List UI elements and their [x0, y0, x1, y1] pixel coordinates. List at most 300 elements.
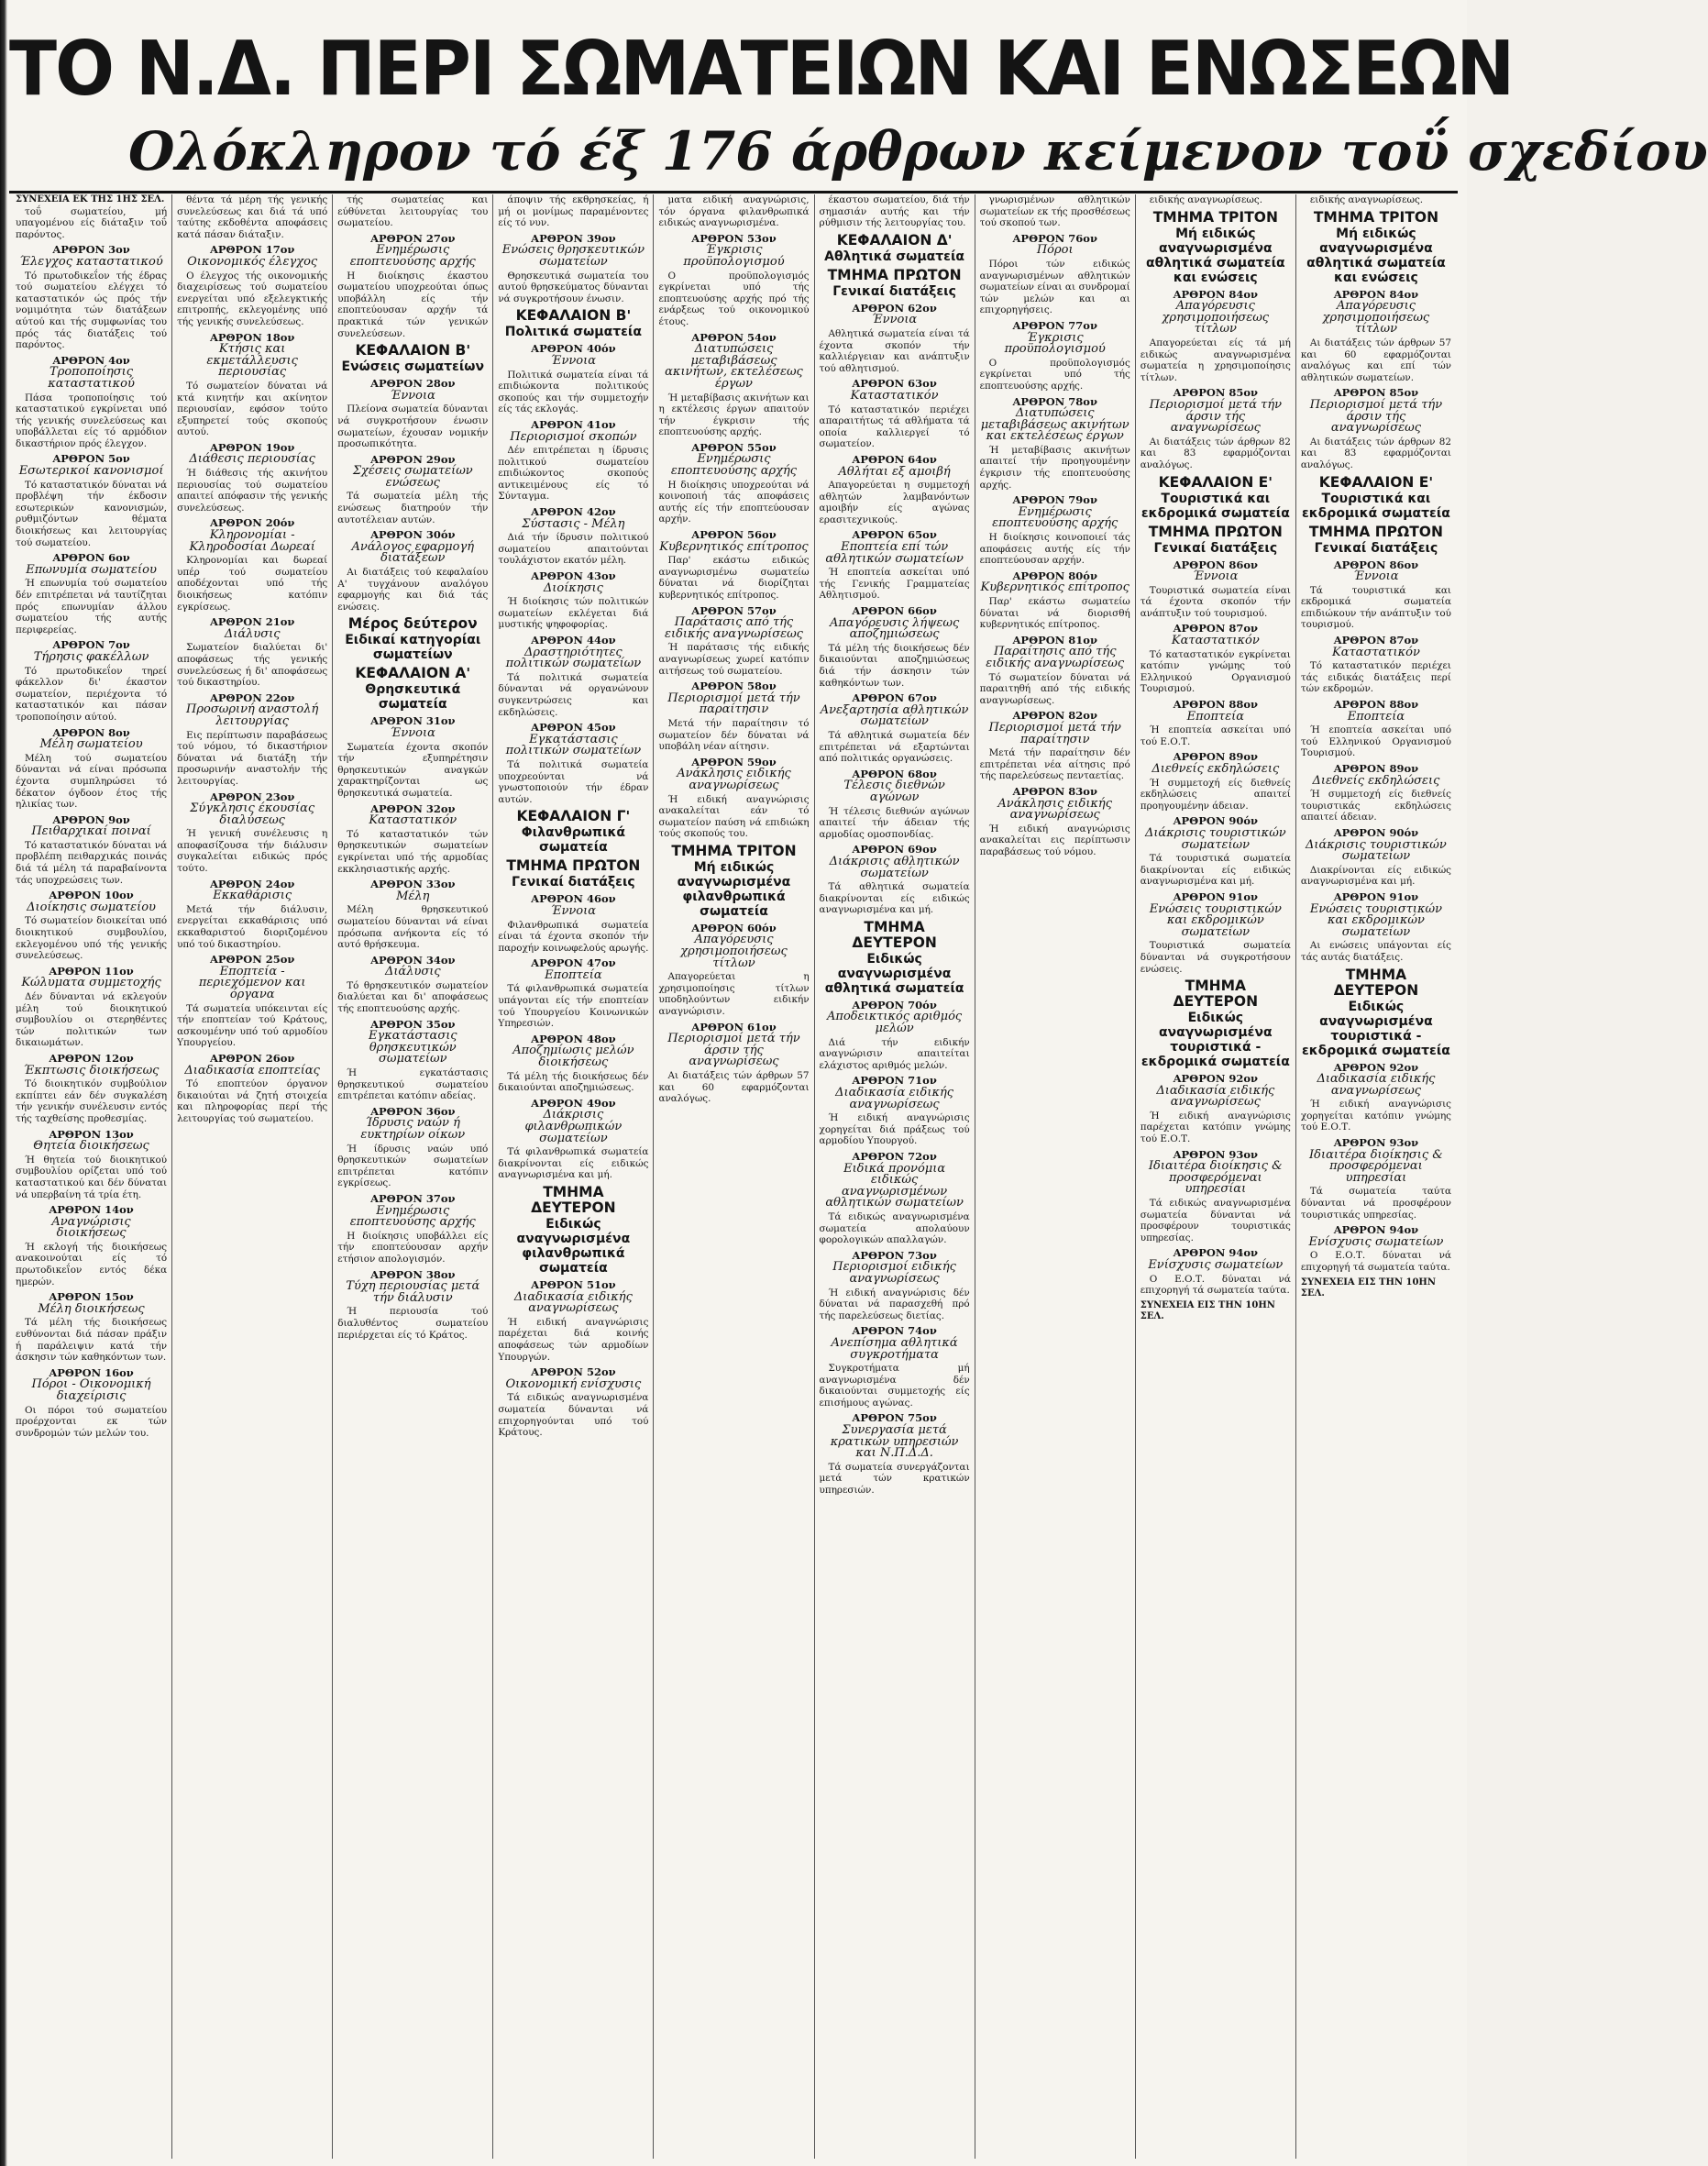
text-column — [814, 194, 975, 2159]
article-title: Περιορισμοί μετά τήν άρσιν τής αναγνωρίσεως — [1149, 397, 1283, 436]
article-title: Εποπτεία — [1347, 709, 1405, 724]
page-edge-shadow — [0, 0, 7, 2166]
article-number: ΑΡΘΡΟΝ 92ον — [1333, 1060, 1419, 1074]
article-block — [980, 635, 1130, 707]
article-body: Ο Ε.Ο.Τ. δύναται νά επιχορηγή τά σωματεία ταύτα. — [1140, 1273, 1291, 1297]
article-body: Αι διατάξεις τών άρθρων 82 και 83 εφαρμόζονται αναλόγως. — [1140, 436, 1291, 470]
article-block — [1141, 751, 1291, 812]
article-number: ΑΡΘΡΟΝ 12ον — [49, 1051, 134, 1065]
article-block — [16, 1204, 167, 1287]
article-body: Τά πολιτικά σωματεία δύνανται νά οργανώνουν συγκεντρώσεις και εκδηλώσεις. — [498, 671, 649, 718]
article-block — [1301, 1277, 1451, 1300]
article-number: ΑΡΘΡΟΝ 36ον — [370, 1104, 456, 1118]
article-number: ΑΡΘΡΟΝ 71ον — [852, 1074, 937, 1088]
article-body: Τουριστικά σωματεία είναι τά έχοντα σκοπόν τήν ανάπτυξιν τού τουρισμού. — [1140, 584, 1291, 619]
article-number: ΑΡΘΡΟΝ 58ον — [691, 680, 777, 693]
article-body: Κληρονομίαι και δωρεαί υπέρ τού σωματείου αποδέχονται υπό τής διοικήσεως κατόπιν εγκρίσεως. — [177, 555, 328, 613]
section-subheading: Τουριστικά και εκδρομικά σωματεία — [1301, 491, 1450, 521]
article-title: Αποδεικτικός αριθμός μελών — [827, 1010, 963, 1036]
article-block — [498, 343, 648, 415]
article-block — [980, 320, 1130, 392]
section-heading: ΤΜΗΜΑ ΤΡΙΤΟΝ — [1152, 208, 1278, 226]
article-title: Κυβερνητικός επίτροπος — [659, 539, 809, 554]
article-title: Διαδικασία εποπτείας — [184, 1063, 320, 1077]
article-number: ΑΡΘΡΟΝ 88ον — [1173, 698, 1259, 712]
article-block — [16, 814, 167, 887]
article-title: Περιορισμοί μετά τήν άρσιν τής αναγνωρίσεως — [667, 1032, 800, 1069]
article-block — [1301, 289, 1451, 384]
article-block — [980, 570, 1130, 631]
article-title: Ενώσεις θρησκευτικών σωματείων — [501, 243, 645, 269]
article-title: Ενημέρωσις εποπτευούσης αρχής — [670, 452, 798, 479]
article-number: ΑΡΘΡΟΝ 76ον — [1012, 231, 1097, 245]
article-title: Διαδικασία ειδικής αναγνωρίσεως — [1156, 1083, 1275, 1110]
article-body: Ή γενική συνέλευσις η αποφασίζουσα τήν διάλυσιν συγκαλείται ειδικώς πρός τούτο. — [177, 828, 328, 875]
article-title: Καταστατικόν — [850, 388, 939, 403]
article-body: Τό καταστατικόν δύναται νά προβλέψη τήν έκδοσιν εσωτερικών κανονισμών, ρυθμιζόντων θέματα διοικήσεως και λειτουργίας τού σωματείου. — [16, 479, 168, 548]
article-title: Αναγνώρισις διοικήσεως — [51, 1214, 131, 1241]
article-body: Τά σωματεία συνεργάζονται μετά τών κρατικών υπηρεσιών. — [819, 1461, 970, 1497]
article-number: ΑΡΘΡΟΝ 93ον — [1173, 1147, 1259, 1161]
article-body: Εις περίπτωσιν παραβάσεως τού νόμου, τό δικαστήριον δύναται νά διατάξη τήν προσωρινήν αναστολήν τής λειτουργίας. — [177, 729, 328, 787]
article-body: Τά πολιτικά σωματεία υποχρεούνται νά γνωστοποιούν τήν έδραν αυτών. — [498, 758, 649, 805]
article-block — [658, 605, 809, 678]
article-block — [658, 194, 809, 229]
article-title: Καταστατικόν — [1171, 634, 1260, 648]
article-number: ΑΡΘΡΟΝ 27ον — [370, 231, 456, 245]
article-block — [498, 858, 648, 890]
article-block — [177, 194, 327, 240]
article-body: Παρ' εκάστω σωματείω δύναται νά διορισθή κυβερνητικός επίτροπος. — [979, 596, 1130, 631]
section-heading: ΚΕΦΑΛΑΙΟΝ Β' — [355, 342, 471, 359]
article-block — [980, 233, 1130, 316]
article-title: Τροποποίησις καταστατικού — [48, 365, 135, 391]
article-title: Διοίκησις — [543, 580, 603, 595]
article-body: Συγκροτήματα μή αναγνωρισμένα δέν δικαιούνται συμμετοχής είς επισήμους αγώνας. — [819, 1363, 970, 1409]
article-number: ΑΡΘΡΟΝ 43ον — [531, 569, 616, 583]
article-body: Σωματεία έχοντα σκοπόν τήν εξυπηρέτησιν θρησκευτικών αναγκών χαρακτηρίζονται ως θρησκευτικά σωματεία. — [337, 741, 489, 799]
article-title: Κτήσις και εκμετάλλευσις περιουσίας — [206, 342, 298, 380]
article-block — [1301, 559, 1451, 632]
article-number: ΑΡΘΡΟΝ 13ον — [49, 1127, 134, 1141]
article-title: Απαγόρευσις λήψεως αποζημιώσεως — [829, 615, 960, 642]
article-block — [16, 355, 167, 450]
article-block — [337, 343, 488, 374]
article-number: ΑΡΘΡΟΝ 85ον — [1333, 386, 1419, 400]
article-block — [16, 552, 167, 635]
article-number: ΑΡΘΡΟΝ 68ον — [852, 767, 937, 780]
article-body: Ή συμμετοχή είς διεθνείς τουριστικάς εκδηλώσεις απαιτεί άδειαν. — [1300, 789, 1451, 823]
article-number: ΑΡΘΡΟΝ 78ον — [1012, 394, 1097, 408]
article-number: ΑΡΘΡΟΝ 73ον — [852, 1248, 937, 1262]
article-block — [337, 715, 488, 799]
article-number: ΑΡΘΡΟΝ 23ον — [209, 790, 295, 803]
article-body: Σωματείον διαλύεται δι' αποφάσεως τής γενικής συνελεύσεως ή δι' αποφάσεως τού δικαστηρίου. — [177, 642, 328, 689]
article-block — [16, 639, 167, 723]
article-number: ΑΡΘΡΟΝ 16ον — [49, 1365, 134, 1379]
continuation-note: ΣΥΝΕΧΕΙΑ ΕΙΣ ΤΗΝ 10ΗΝ ΣΕΛ. — [1300, 1276, 1437, 1299]
article-block — [820, 1250, 970, 1322]
article-number: ΑΡΘΡΟΝ 20όν — [209, 516, 295, 530]
article-body: Αι διατάξεις τών άρθρων 57 και 60 εφαρμόζονται αναλόγως. — [658, 1070, 810, 1105]
article-body: τοΰ σωματείου, μή υπαγομένου είς διάταξιν τοΰ παρόντος. — [16, 205, 168, 240]
section-heading: ΤΜΗΜΑ ΔΕΥΤΕΡΟΝ — [852, 918, 937, 951]
article-block — [16, 727, 167, 811]
article-number: ΑΡΘΡΟΝ 32ον — [370, 801, 456, 815]
article-block — [337, 803, 488, 876]
article-number: ΑΡΘΡΟΝ 86ον — [1333, 558, 1419, 571]
article-title: Περιορισμοί ειδικής αναγνωρίσεως — [832, 1260, 956, 1286]
section-subheading: Τουριστικά και εκδρομικά σωματεία — [1141, 491, 1290, 521]
article-block — [337, 1019, 488, 1102]
section-heading: ΚΕΦΑΛΑΙΟΝ Γ' — [516, 808, 631, 825]
article-number: ΑΡΘΡΟΝ 30όν — [370, 528, 456, 542]
article-block — [1141, 815, 1291, 888]
article-block — [1141, 210, 1291, 285]
article-block — [658, 233, 809, 328]
article-block — [820, 378, 970, 450]
article-title: Διάθεσις περιουσίας — [189, 452, 315, 467]
article-body: Τό θρησκευτικόν σωματείον διαλύεται και δι' αποφάσεως τής εποπτευούσης αρχής. — [337, 979, 489, 1015]
continuation-note: ΣΥΝΕΧΕΙΑ ΕΚ ΤΗΣ 1ΗΣ ΣΕΛ. — [16, 194, 165, 204]
article-number: ΑΡΘΡΟΝ 80όν — [1012, 569, 1097, 582]
section-subheading: Θρησκευτικά σωματεία — [365, 682, 461, 713]
article-title: Διοίκησις σωματείου — [27, 900, 156, 914]
section-heading: ΤΜΗΜΑ ΤΡΙΤΟΝ — [671, 842, 797, 859]
article-block — [820, 1325, 970, 1409]
article-body: Μετά τήν διάλυσιν, ενεργείται εκκαθάρισις υπό εκκαθαριστού διοριζομένου υπό τού δικαστηρίου. — [177, 903, 328, 950]
article-number: ΑΡΘΡΟΝ 86ον — [1173, 558, 1259, 571]
article-block — [820, 1412, 970, 1496]
article-body: Ή ειδική αναγνώρισις ανακαλείται εάν τό σωματείον παύση νά επιδιώκη τούς σκοπούς του. — [658, 793, 810, 840]
section-heading: ΚΕΦΑΛΑΙΟΝ Δ' — [836, 231, 953, 249]
article-body: Αι διατάξεις τού κεφαλαίου Α' τυγχάνουν αναλόγου εφαρμογής και διά τάς ενώσεις. — [337, 567, 489, 613]
section-heading: ΚΕΦΑΛΑΙΟΝ Α' — [355, 665, 471, 682]
article-body: Τό καταστατικόν τών θρησκευτικών σωματείων εγκρίνεται υπό τής αρμοδίας εκκλησιαστικής αρχής. — [337, 828, 489, 875]
article-block — [16, 244, 167, 350]
article-block — [658, 923, 809, 1018]
article-title: Κληρονομίαι - Κληροδοσίαι Δωρεαί — [189, 528, 315, 554]
article-block — [177, 442, 327, 514]
section-subheading: Ειδικαί κατηγορίαι σωματείων — [345, 633, 481, 663]
article-number: ΑΡΘΡΟΝ 92ον — [1173, 1072, 1259, 1086]
article-block — [1301, 210, 1451, 285]
article-block — [1141, 978, 1291, 1069]
article-title: Αθλήται εξ αμοιβή — [838, 464, 951, 479]
article-number: ΑΡΘΡΟΝ 17ον — [209, 243, 295, 257]
article-block — [820, 233, 970, 264]
article-title: Εγκατάστασις πολιτικών σωματείων — [505, 732, 642, 758]
article-body: Ή εκλογή τής διοικήσεως ανακοινούται είς τό πρωτοδικεΐον εντός δέκα ημερών. — [16, 1241, 168, 1287]
article-body: Τό πρωτοδικεΐον τηρεί φάκελλον δι' έκαστον σωματείον, περιέχοντα τό καταστατικόν και πάσαν τροποποίησιν αύτού. — [16, 665, 168, 723]
section-subheading: Ειδικώς αναγνωρισμένα φιλανθρωπικά σωματεία — [516, 1216, 631, 1276]
article-body: τής σωματείας και εύθύνεται λειτουργίας του σωματείου. — [337, 194, 489, 229]
article-block — [337, 233, 488, 339]
article-body: Τά μέλη τής διοικήσεως ευθύνονται διά πάσαν πράξιν ή παράλειψιν κατά τήν άσκησιν τών καθηκόντων των. — [16, 1317, 168, 1364]
article-body: Απαγορεύεται η συμμετοχή αθλητών λαμβανόντων αμοιβήν είς αγώνας ερασιτεχνικούς. — [819, 480, 970, 525]
article-title: Ειδικά προνόμια ειδικώς αναγνωρισμένων αθλητικών σωματείων — [825, 1161, 964, 1210]
article-body: Τά σωματεία ταύτα δύνανται νά προσφέρουν τουριστικάς υπηρεσίας. — [1300, 1186, 1451, 1221]
article-title: Διάκρισις τουριστικών σωματείων — [1144, 825, 1286, 852]
article-body: Ή ειδική αναγνώρισις χορηγείται κατόπιν γνώμης τού Ε.Ο.Τ. — [1300, 1099, 1451, 1133]
article-block — [1301, 763, 1451, 823]
section-heading: ΤΜΗΜΑ ΠΡΩΤΟΝ — [827, 266, 962, 283]
article-body: Πλείονα σωματεία δύνανται νά συγκροτήσουν ένωσιν σωματείων, έχουσαν νομικήν προσωπικότητα. — [337, 403, 489, 450]
article-number: ΑΡΘΡΟΝ 89ον — [1173, 750, 1259, 764]
article-title: Έγκρισις προϋπολογισμού — [1004, 330, 1106, 357]
article-number: ΑΡΘΡΟΝ 41ον — [531, 417, 616, 431]
article-number: ΑΡΘΡΟΝ 14ον — [49, 1203, 134, 1217]
article-number: ΑΡΘΡΟΝ 54ον — [691, 330, 777, 344]
article-block — [1141, 475, 1291, 521]
article-title: Έλεγχος καταστατικού — [19, 254, 163, 269]
section-subheading: Φιλανθρωπικά σωματεία — [521, 825, 626, 856]
article-block — [658, 844, 809, 919]
article-title: Κώλυματα συμμετοχής — [21, 976, 161, 990]
article-block — [337, 879, 488, 951]
article-body: Ή ειδική αναγνώρισις παρέχεται διά κοινής αποφάσεως τών αρμοδίων Υπουργών. — [498, 1316, 649, 1363]
article-block — [1141, 1073, 1291, 1145]
article-block — [820, 194, 970, 229]
text-column — [1135, 194, 1295, 2159]
article-title: Σχέσεις σωματείων ενώσεως — [352, 464, 473, 490]
article-number: ΑΡΘΡΟΝ 5ον — [52, 452, 130, 466]
article-block — [1301, 525, 1451, 556]
article-title: Ιδιαιτέρα διοίκησις & προσφερόμεναι υπηρεσίαι — [1148, 1159, 1283, 1197]
article-block — [1301, 635, 1451, 695]
article-body: Ο Ε.Ο.Τ. δύναται νά επιχορηγή τά σωματεία ταύτα. — [1300, 1250, 1451, 1273]
article-title: Μέλη σωματείου — [39, 737, 143, 752]
article-number: ΑΡΘΡΟΝ 83ον — [1012, 784, 1097, 798]
article-body: Τό καταστατικόν εγκρίνεται κατόπιν γνώμης τού Ελληνικού Οργανισμού Τουρισμού. — [1140, 648, 1291, 695]
article-title: Έννοια — [1353, 569, 1399, 584]
article-body: Τά φιλανθρωπικά σωματεία υπάγονται είς τήν εποπτείαν τού Υπουργείου Κοινωνικών Υπηρεσιών. — [498, 983, 649, 1030]
subheadline: Ολόκληρον τό έξ 176 άρθρων κείμενον τοΰ σχεδίου — [128, 120, 1708, 182]
article-block — [498, 957, 648, 1030]
article-number: ΑΡΘΡΟΝ 60όν — [691, 921, 777, 934]
article-block — [498, 635, 648, 718]
article-block — [658, 1022, 809, 1105]
article-number: ΑΡΘΡΟΝ 66ον — [852, 604, 937, 618]
article-block — [177, 879, 327, 951]
article-block — [658, 680, 809, 753]
article-block — [16, 453, 167, 548]
article-block — [498, 194, 648, 229]
article-block — [337, 529, 488, 613]
article-block — [1301, 891, 1451, 964]
article-number: ΑΡΘΡΟΝ 84ον — [1173, 287, 1259, 301]
article-number: ΑΡΘΡΟΝ 22ον — [209, 691, 295, 704]
article-number: ΑΡΘΡΟΝ 9ον — [52, 812, 130, 826]
article-block — [820, 1151, 970, 1246]
article-title: Ενημέρωσις εποπτευούσης αρχής — [349, 1203, 476, 1230]
article-number: ΑΡΘΡΟΝ 34ον — [370, 953, 456, 967]
article-body: Τά τουριστικά σωματεία διακρίνονται είς ειδικώς αναγνωρισμένα και μή. — [1140, 853, 1291, 888]
article-body: Πολιτικά σωματεία είναι τά επιδιώκοντα πολιτικούς σκοπούς και τήν συμμετοχήν είς τάς εκλογάς. — [498, 369, 649, 415]
article-title: Παράτασις από τής ειδικής αναγνωρίσεως — [665, 615, 803, 641]
article-title: Διάκρισις φιλανθρωπικών σωματείων — [524, 1108, 623, 1145]
article-title: Περιορισμοί μετά τήν άρσιν τής αναγνωρίσεως — [1309, 397, 1443, 436]
section-heading: ΤΜΗΜΑ ΔΕΥΤΕΡΟΝ — [531, 1183, 616, 1216]
article-body: έκαστου σωματείου, διά τήν σημασιάν αυτής και τήν ρύθμισιν τής λειτουργίας του. — [819, 194, 970, 229]
article-block — [16, 1053, 167, 1125]
article-title: Τύχη περιουσίας μετά τήν διάλυσιν — [346, 1279, 480, 1305]
article-block — [820, 692, 970, 765]
article-body: Τό εποπτεύον όργανον δικαιούται νά ζητή στοιχεία και πληροφορίας περί τής λειτουργίας τού σωματείου. — [177, 1078, 328, 1124]
article-number: ΑΡΘΡΟΝ 11ον — [49, 964, 134, 978]
article-block — [498, 419, 648, 503]
article-body: Ή μεταβίβασις ακινήτων και η εκτέλεσις έργων απαιτούν τήν έγκρισιν τής εποπτευούσης αρχής. — [658, 392, 810, 438]
article-title: Σύστασις - Μέλη — [522, 516, 625, 531]
article-block — [1301, 699, 1451, 759]
article-number: ΑΡΘΡΟΝ 65ον — [852, 528, 937, 542]
article-title: Ιδιαιτέρα διοίκησις & προσφερόμεναι υπηρεσίαι — [1309, 1147, 1443, 1185]
article-title: Διάκρισις αθλητικών σωματείων — [829, 854, 960, 880]
section-subheading: Ειδικώς αναγνωρισμένα τουριστικά - εκδρομικά σωματεία — [1141, 1011, 1290, 1070]
article-number: ΑΡΘΡΟΝ 29ον — [370, 452, 456, 466]
article-number: ΑΡΘΡΟΝ 10ον — [49, 889, 134, 902]
article-title: Εγκατάστασις θρησκευτικών σωματείων — [368, 1029, 457, 1066]
article-columns — [11, 194, 1456, 2159]
article-title: Διατυπώσεις μεταβιβάσεως ακινήτων, εκτελέσεως έργων — [665, 342, 803, 391]
article-number: ΑΡΘΡΟΝ 94ον — [1173, 1246, 1259, 1260]
article-title: Ενώσεις τουριστικών και εκδρομικών σωματείων — [1309, 901, 1443, 939]
article-body: ειδικής αναγνωρίσεως. — [1149, 194, 1262, 205]
article-title: Έννοια — [550, 353, 596, 368]
article-body: Μέλη θρησκευτικού σωματείου δύνανται νά είναι πρόσωπα ανήκοντα είς τό αυτό θρήσκευμα. — [337, 904, 489, 951]
article-title: Επωνυμία σωματείου — [26, 562, 157, 577]
article-body: Παρ' εκάστω ειδικώς αναγνωρισμένω σωματείω δύναται νά διορίζηται κυβερνητικός επίτροπος. — [658, 555, 810, 601]
article-block — [498, 506, 648, 567]
article-body: Αθλητικά σωματεία είναι τά έχοντα σκοπόν τήν καλλιέργειαν και ανάπτυξιν τού αθλητισμού. — [819, 327, 970, 374]
article-title: Απαγόρευσις χρησιμοποιήσεως τίτλων — [680, 933, 788, 970]
article-body: Ή μεταβίβασις ακινήτων απαιτεί τήν προηγουμένην έγκρισιν τής εποπτευούσης αρχής. — [979, 444, 1130, 491]
article-block — [337, 955, 488, 1015]
article-title: Διεθνείς εκδηλώσεις — [1312, 773, 1440, 788]
article-body: Απαγορεύεται είς τά μή ειδικώς αναγνωρισμένα σωματεία η χρησιμοποίησις τίτλων. — [1140, 337, 1291, 383]
article-number: ΑΡΘΡΟΝ 19ον — [209, 440, 295, 454]
article-block — [177, 332, 327, 438]
article-body: Μετά τήν παραίτησιν δέν επιτρέπεται νέα αίτησις πρό τής παρελεύσεως πενταετίας. — [979, 747, 1130, 782]
article-block — [498, 1366, 648, 1439]
article-block — [16, 1367, 167, 1440]
article-body: Διά τήν ειδικήν αναγνώρισιν απαιτείται ελάχιστος αριθμός μελών. — [819, 1036, 970, 1071]
article-title: Εποπτεία - περιεχόμενον και όργανα — [198, 964, 306, 1001]
article-number: ΑΡΘΡΟΝ 45ον — [531, 721, 616, 735]
article-block — [337, 194, 488, 229]
article-body: Ή εποπτεία ασκείται υπό τού Ελληνικού Οργανισμού Τουρισμού. — [1300, 724, 1451, 759]
section-subheading: Αθλητικά σωματεία — [824, 249, 965, 264]
article-number: ΑΡΘΡΟΝ 37ον — [370, 1191, 456, 1205]
article-title: Ανάλογος εφαρμογή διατάξεων — [351, 539, 475, 566]
section-subheading: Γενικαί διατάξεις — [1314, 540, 1438, 556]
article-body: Τά μέλη τής διοικήσεως δέν δικαιούνται αποζημιώσεως. — [498, 1070, 649, 1094]
article-title: Ίδρυσις ναών ή ευκτηρίων οίκων — [360, 1116, 466, 1142]
article-title: Πειθαρχικαί ποιναί — [31, 824, 151, 839]
article-body: Τό σωματείον δύναται νά παραιτηθή από τής ειδικής αναγνωρίσεως. — [979, 671, 1130, 706]
section-subheading: Ειδικώς αναγνωρισμένα τουριστικά - εκδρομικά σωματεία — [1301, 999, 1450, 1058]
article-title: Έννοια — [390, 726, 435, 740]
article-body: Τά μέλη τής διοικήσεως δέν δικαιούνται αποζημιώσεως διά τήν άσκησιν τών καθηκόντων των. — [819, 642, 970, 689]
article-block — [658, 442, 809, 525]
article-block — [337, 616, 488, 662]
article-number: ΑΡΘΡΟΝ 15ον — [49, 1290, 134, 1304]
article-block — [1141, 525, 1291, 556]
article-number: ΑΡΘΡΟΝ 40όν — [531, 342, 616, 356]
article-block — [337, 378, 488, 450]
article-block — [337, 666, 488, 712]
article-title: Εσωτερικοί κανονισμοί — [18, 464, 164, 479]
article-body: Ο προϋπολογισμός εγκρίνεται υπό τής εποπτευούσης αρχής πρό τής ενάρξεως τού οικονομικού έτους. — [658, 270, 810, 327]
article-title: Εποπτεία — [545, 967, 602, 982]
article-title: Διαδικασία ειδικής αναγνωρίσεως — [1317, 1072, 1436, 1098]
article-body: Τό καταστατικόν περιέχει τάς ειδικάς διατάξεις περί τών εκδρομών. — [1300, 660, 1451, 695]
section-subheading: Μή ειδικώς αναγνωρισμένα φιλανθρωπικά σωματεία — [677, 859, 791, 919]
article-number: ΑΡΘΡΟΝ 91ον — [1333, 890, 1419, 903]
text-column — [492, 194, 653, 2159]
article-body: άποψιν τής εκθρησκείας, ή μή οι μονίμως παραμένοντες είς τό νυν. — [498, 194, 649, 229]
article-title: Πόροι - Οικονομική διαχείρισις — [31, 1377, 151, 1403]
article-body: Ο προϋπολογισμός εγκρίνεται υπό τής εποπτευούσης αρχής. — [979, 357, 1130, 392]
article-body: Ή εποπτεία ασκείται υπό τής Γενικής Γραμματείας Αθλητισμού. — [819, 567, 970, 602]
article-title: Έγκρισις προϋπολογισμού — [683, 243, 785, 269]
article-body: Τουριστικά σωματεία δύνανται νά συγκροτήσουν ενώσεις. — [1140, 940, 1291, 975]
article-block — [498, 1033, 648, 1094]
article-number: ΑΡΘΡΟΝ 84ον — [1333, 287, 1419, 301]
article-body: Ή ειδική αναγνώρισις ανακαλείται εις περίπτωσιν παραβάσεως τού νόμου. — [979, 823, 1130, 857]
article-body: Απαγορεύεται η χρησιμοποίησις τίτλων υποδηλούντων ειδικήν αναγνώρισιν. — [658, 971, 810, 1018]
article-block — [1141, 1247, 1291, 1296]
article-number: ΑΡΘΡΟΝ 87ον — [1333, 634, 1419, 647]
article-title: Οικονομική ενίσχυσις — [505, 1376, 642, 1391]
article-number: ΑΡΘΡΟΝ 3ον — [52, 243, 130, 257]
article-number: ΑΡΘΡΟΝ 26ον — [209, 1051, 295, 1065]
article-title: Έννοια — [1193, 569, 1239, 584]
article-body: Διακρίνονται είς ειδικώς αναγνωρισμένα και μή. — [1300, 864, 1451, 888]
article-block — [177, 244, 327, 327]
article-number: ΑΡΘΡΟΝ 33ον — [370, 878, 456, 891]
article-block — [820, 303, 970, 375]
article-body: Μετά τήν παραίτησιν τό σωματείον δέν δύναται νά υποβάλη νέαν αίτησιν. — [658, 717, 810, 753]
article-title: Καταστατικόν — [1332, 645, 1420, 659]
article-body: Δέν επιτρέπεται η ίδρυσις πολιτικού σωματείου επιδιώκοντος σκοπούς αντικειμένους είς τό Σύνταγμα. — [498, 445, 649, 503]
article-title: Δραστηριότητες πολιτικών σωματείων — [505, 645, 642, 671]
article-title: Κυβερνητικός επίτροπος — [980, 580, 1129, 595]
article-body: Μέλη τού σωματείου δύνανται νά είναι πρόσωπα έχοντα συμπληρώσει τό δέκατον όγδοον έτος τής ηλικίας των. — [16, 752, 168, 811]
article-number: ΑΡΘΡΟΝ 75ον — [852, 1411, 937, 1425]
section-heading: ΚΕΦΑΛΑΙΟΝ Ε' — [1318, 473, 1434, 491]
article-number: ΑΡΘΡΟΝ 25ον — [209, 953, 295, 967]
article-block — [1141, 699, 1291, 747]
article-block — [820, 454, 970, 526]
article-title: Έννοια — [390, 388, 435, 403]
section-heading: ΤΜΗΜΑ ΠΡΩΤΟΝ — [506, 857, 641, 875]
article-title: Έννοια — [871, 313, 918, 327]
article-block — [1301, 475, 1451, 521]
article-number: ΑΡΘΡΟΝ 28ον — [370, 377, 456, 391]
article-body: ματα ειδική αναγνώρισις, τόν όργανα φιλανθρωπικά ειδικώς αναγνωρισμένα. — [658, 194, 810, 229]
article-body: Η διοίκησις υποβάλλει είς τήν εποπτεύουσαν αρχήν ετήσιον απολογισμόν. — [337, 1230, 489, 1265]
article-number: ΑΡΘΡΟΝ 18ον — [209, 330, 295, 344]
text-column — [332, 194, 492, 2159]
article-body: Ή εποπτεία ασκείται υπό τού Ε.Ο.Τ. — [1140, 724, 1291, 747]
article-number: ΑΡΘΡΟΝ 51ον — [531, 1277, 616, 1291]
article-title: Απαγόρευσις χρησιμοποιήσεως τίτλων — [1162, 299, 1270, 337]
article-body: Τά τουριστικά και εκδρομικά σωματεία επιδιώκουν τήν ανάπτυξιν τού τουρισμού. — [1300, 584, 1451, 631]
article-title: Περιορισμοί σκοπών — [510, 429, 637, 444]
article-number: ΑΡΘΡΟΝ 7ον — [52, 638, 130, 652]
article-number: ΑΡΘΡΟΝ 46ον — [531, 892, 616, 906]
